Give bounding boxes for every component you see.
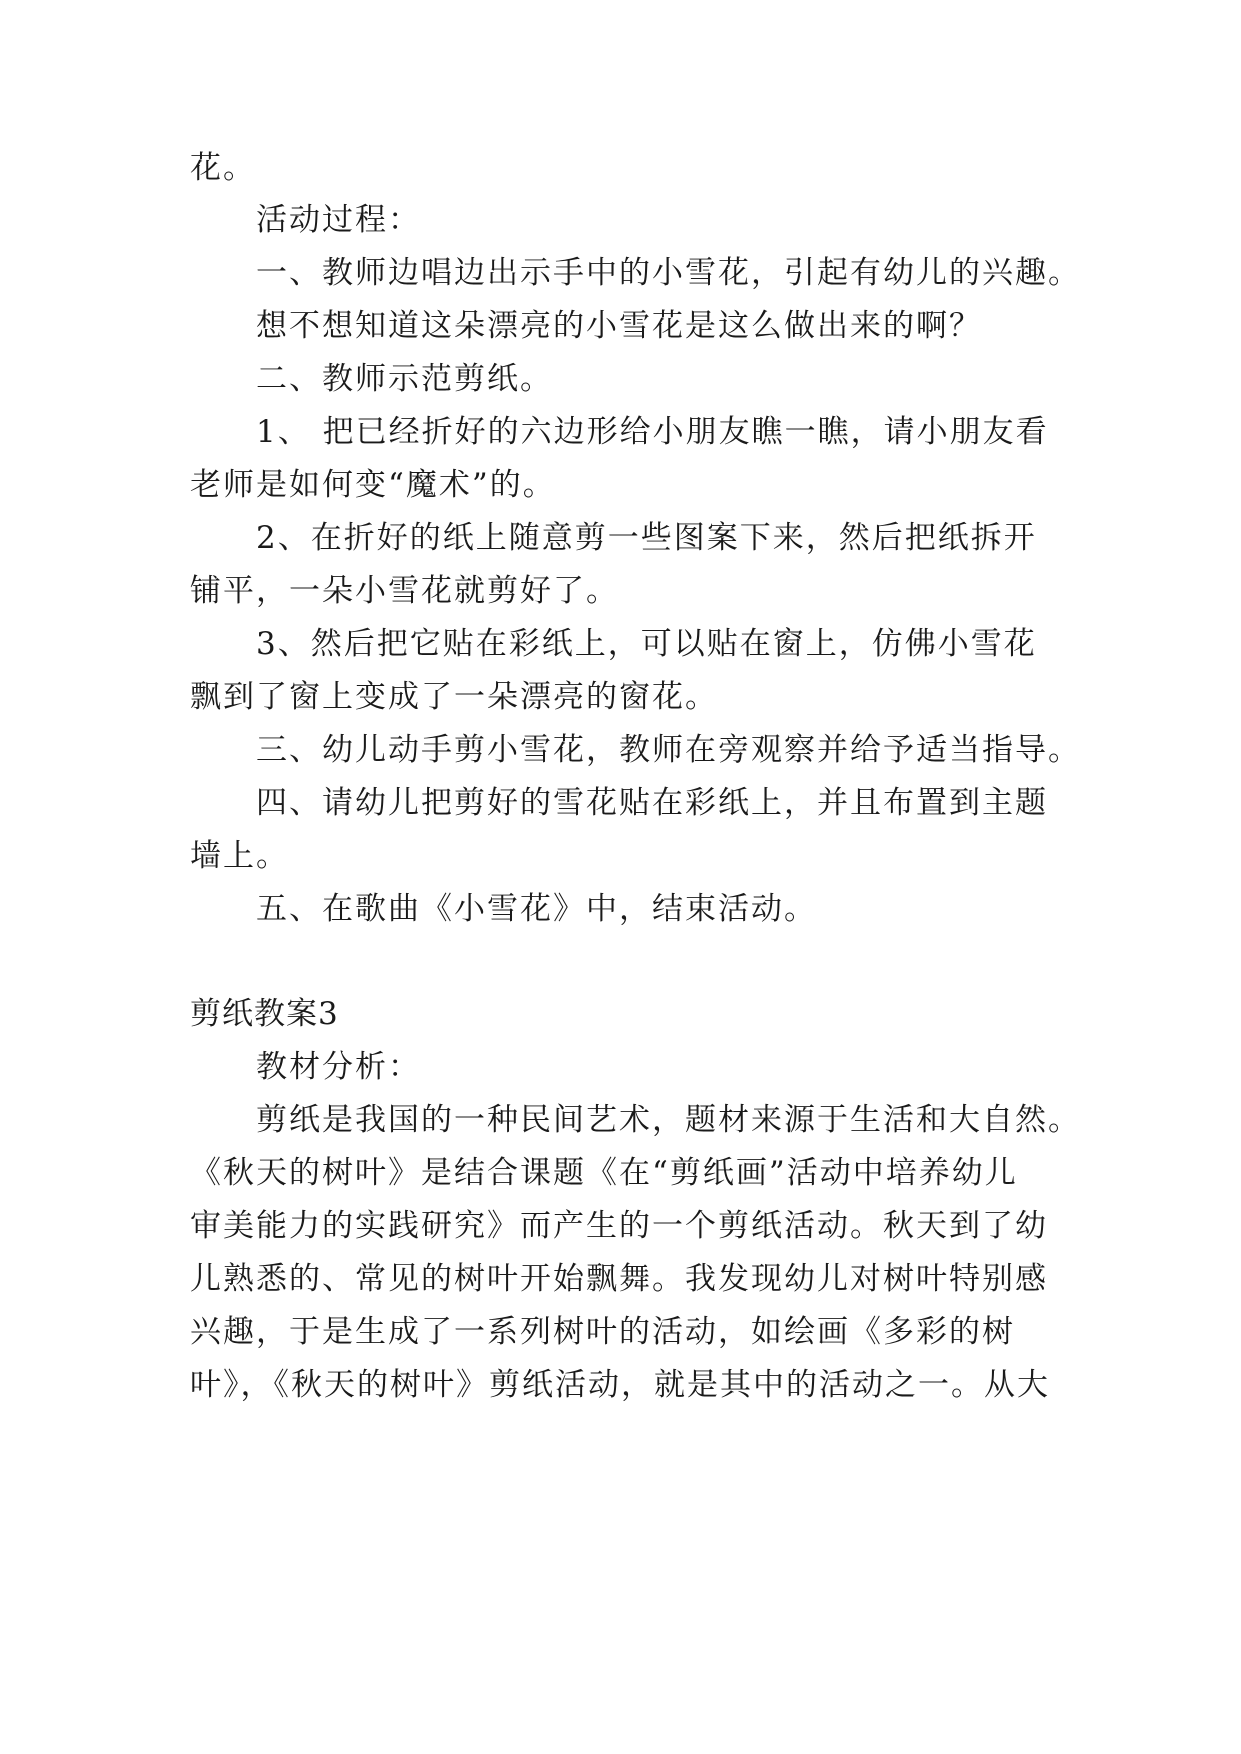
text-line: 审美能力的实践研究》而产生的一个剪纸活动。秋天到了幼 bbox=[190, 1208, 1048, 1244]
text-line: 铺平，一朵小雪花就剪好了。 bbox=[190, 573, 619, 609]
text-line: 儿熟悉的、常见的树叶开始飘舞。我发现幼儿对树叶特别感 bbox=[190, 1261, 1048, 1297]
text-line: 一、教师边唱边出示手中的小雪花，引起有幼儿的兴趣。 bbox=[256, 255, 1081, 291]
text-line: 叶》，《秋天的树叶》剪纸活动，就是其中的活动之一。从大 bbox=[190, 1367, 1050, 1403]
text-line: 教材分析： bbox=[256, 1049, 421, 1085]
text-line: 活动过程： bbox=[256, 202, 421, 238]
text-line: 二、教师示范剪纸。 bbox=[256, 361, 553, 397]
text-line: 三、幼儿动手剪小雪花，教师在旁观察并给予适当指导。 bbox=[256, 732, 1081, 768]
text-line: 《秋天的树叶》是结合课题《在“剪纸画”活动中培养幼儿 bbox=[190, 1155, 1018, 1191]
text-line: 剪纸是我国的一种民间艺术，题材来源于生活和大自然。 bbox=[256, 1102, 1081, 1138]
text-line: 五、在歌曲《小雪花》中，结束活动。 bbox=[256, 891, 817, 927]
text-line: 1、 把已经折好的六边形给小朋友瞧一瞧，请小朋友看 bbox=[256, 414, 1049, 450]
text-line: 飘到了窗上变成了一朵漂亮的窗花。 bbox=[190, 679, 718, 715]
text-line: 四、请幼儿把剪好的雪花贴在彩纸上，并且布置到主题 bbox=[256, 785, 1048, 821]
text-line: 老师是如何变“魔术”的。 bbox=[190, 467, 556, 503]
text-line: 兴趣，于是生成了一系列树叶的活动，如绘画《多彩的树 bbox=[190, 1314, 1015, 1350]
section-heading: 剪纸教案3 bbox=[190, 996, 339, 1032]
text-line: 花。 bbox=[190, 150, 256, 186]
text-line: 3、然后把它贴在彩纸上，可以贴在窗上，仿佛小雪花 bbox=[256, 626, 1037, 662]
text-line: 2、在折好的纸上随意剪一些图案下来，然后把纸拆开 bbox=[256, 520, 1037, 556]
text-line: 想不想知道这朵漂亮的小雪花是这么做出来的啊？ bbox=[256, 308, 982, 344]
text-line: 墙上。 bbox=[190, 838, 289, 874]
